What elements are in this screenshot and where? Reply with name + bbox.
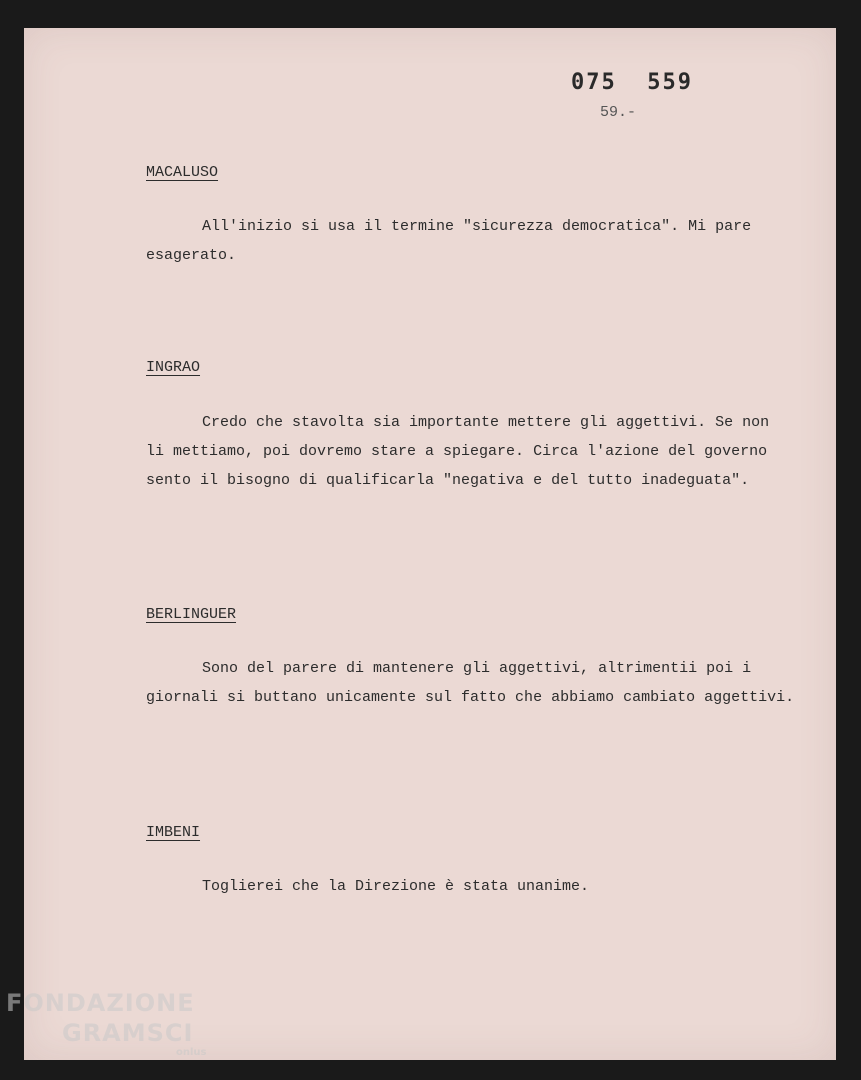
archive-stamp-number: 075 559 (571, 70, 693, 95)
page-number: 59.- (600, 104, 637, 121)
paragraph-berlinguer: Sono del parere di mantenere gli aggettivi, altrimentii poi i giornali si buttano unicamente sul fatto che abbiamo cambiato aggettivi. (146, 660, 795, 706)
paragraph-ingrao: Credo che stavolta sia importante mettere gli aggettivi. Se non li mettiamo, poi dovremo stare a spiegare. Circa l'azione del governo sento il bisogno di qualificarla "negativa e del tutto inadeguata". (146, 414, 779, 489)
speaker-berlinguer: BERLINGUER (146, 606, 237, 623)
watermark-line-3: onlus (176, 1047, 207, 1058)
speaker-macaluso: MACALUSO (146, 164, 219, 181)
watermark-line-1: FONDAZIONE (6, 989, 195, 1017)
document-page (24, 28, 836, 1060)
paragraph-imbeni: Toglierei che la Direzione è stata unanime. (202, 878, 590, 895)
paragraph-macaluso: All'inizio si usa il termine "sicurezza democratica". Mi pare esagerato. (146, 218, 761, 264)
fondazione-gramsci-watermark (6, 988, 207, 1058)
watermark-line-2: GRAMSCI (62, 1019, 194, 1047)
speaker-imbeni: IMBENI (146, 824, 201, 841)
speaker-ingrao: INGRAO (146, 359, 201, 376)
